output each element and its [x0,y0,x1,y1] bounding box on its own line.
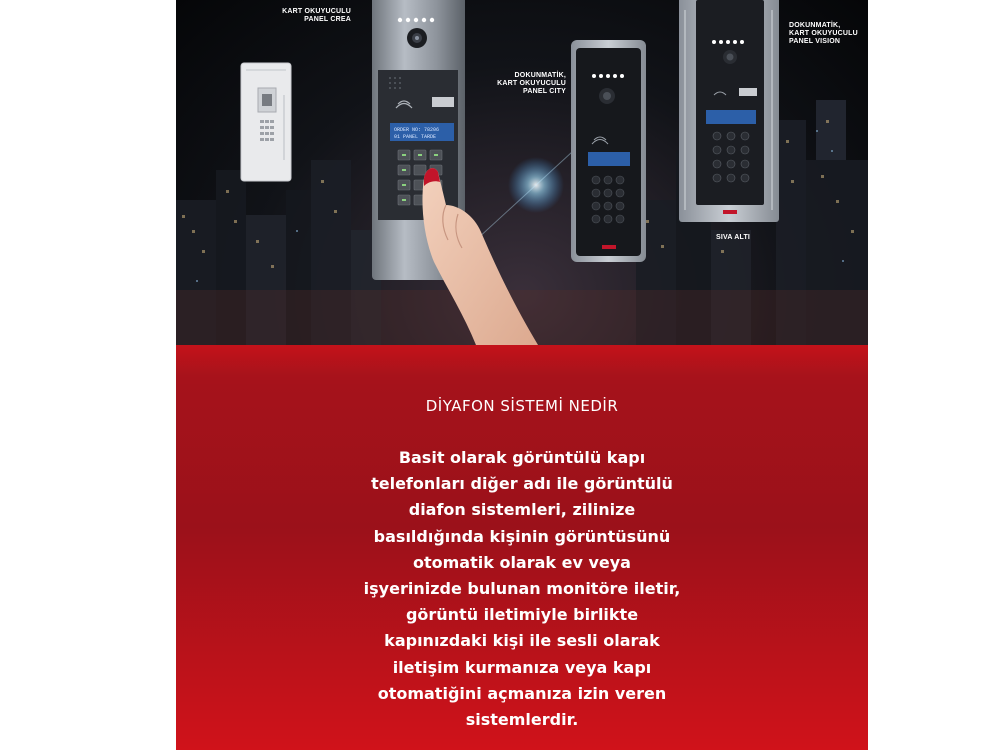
info-top-band [176,345,868,375]
label-panel-city [476,72,566,96]
label-city-line-3: PANEL CITY [523,88,566,95]
article-heading: DİYAFON SİSTEMİ NEDİR [425,397,619,415]
panel-screen-line-1: ORDER NO: 78206 [394,127,440,133]
body-line: otomatiğini açmanıza izin veren [377,683,667,703]
body-line: basıldığında kişinin görüntüsünü [373,526,671,546]
label-crea-line-2: PANEL CREA [304,16,351,23]
label-city-line-2: KART OKUYUCULU [497,80,566,87]
content-column [176,0,868,750]
hero-image [176,0,868,345]
hero-illustration [176,0,868,345]
label-city-line-1: DOKUNMATİK, [514,72,566,79]
panel-screen-line-2: 01 PANEL TARDE [394,134,437,140]
label-vision-line-1: DOKUNMATİK, [789,22,841,29]
body-line: telefonları diğer adı ile görüntülü [371,474,673,494]
panel-vision [679,0,779,222]
label-vision-line-2: KART OKUYUCULU [789,30,858,37]
label-siva-alti: SIVA ALTI [716,234,751,241]
label-vision-line-3: PANEL VISION [789,38,841,45]
article-body [352,445,692,733]
body-line: görüntü iletimiyle birlikte [405,605,639,625]
panel-diagram [241,63,291,181]
body-line: diafon sistemleri, zilinize [408,500,636,520]
info-section [176,345,868,750]
panel-city [571,40,646,262]
label-panel-vision [789,22,868,46]
body-line: sistemlerdir. [465,710,579,730]
label-panel-crea [236,8,351,24]
body-line: otomatik olarak ev veya [413,552,631,572]
body-line: Basit olarak görüntülü kapı [398,448,646,467]
label-crea-line-1: KART OKUYUCULU [282,8,351,15]
body-line: iletişim kurmanıza veya kapı [392,657,652,677]
body-line: işyerinizde bulunan monitöre iletir, [363,579,681,599]
body-line: kapınızdaki kişi ile sesli olarak [384,631,660,651]
